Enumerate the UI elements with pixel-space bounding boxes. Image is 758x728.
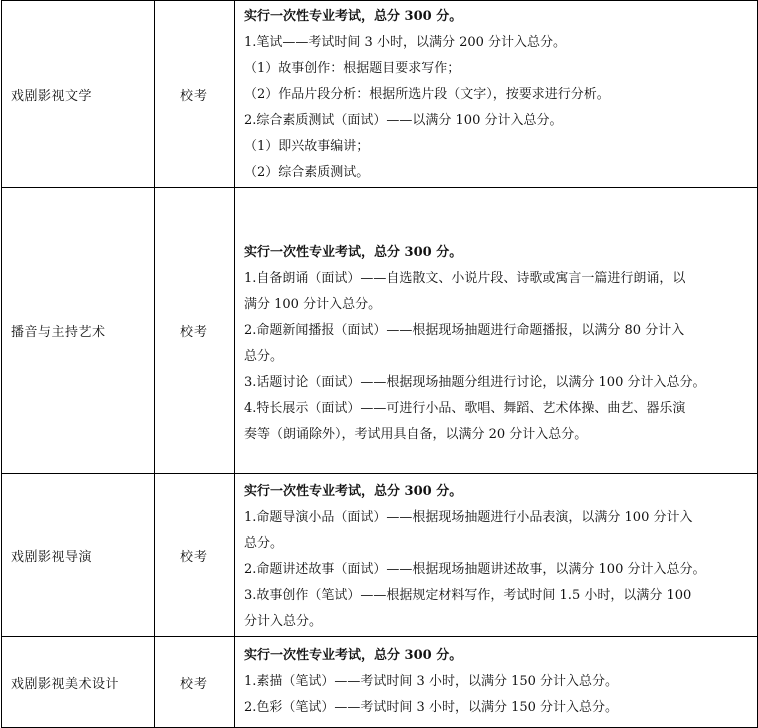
detail-line: （1）即兴故事编讲； (244, 139, 370, 154)
table-row (2, 637, 758, 728)
detail-line: 实行一次性专业考试，总分 300 分。 (244, 244, 463, 260)
detail-line: 总分。 (244, 348, 284, 364)
detail-line: 1.命题导演小品（面试）——根据现场抽题进行小品表演，以满分 100 分计入 (244, 510, 693, 525)
detail-line: 实行一次性专业考试，总分 300 分。 (244, 484, 463, 499)
exam-type: 校考 (155, 637, 235, 728)
exam-type: 校考 (155, 188, 235, 474)
detail-line: 2.命题新闻播报（面试）——根据现场抽题进行命题播报，以满分 80 分计入 (244, 322, 685, 338)
detail-line: 4.特长展示（面试）——可进行小品、歌唱、舞蹈、艺术体操、曲艺、器乐演 (244, 400, 686, 416)
table-row (2, 474, 758, 637)
table-row (2, 188, 758, 474)
detail-line: 1.自备朗诵（面试）——自选散文、小说片段、诗歌或寓言一篇进行朗诵，以 (244, 270, 686, 286)
detail-line: 3.故事创作（笔试）——根据规定材料写作，考试时间 1.5 小时，以满分 100 (244, 588, 692, 603)
exam-type: 校考 (155, 1, 235, 188)
major-name: 戏剧影视美术设计 (2, 637, 155, 728)
major-name: 戏剧影视文学 (2, 1, 155, 188)
detail-line: 3.话题讨论（面试）——根据现场抽题分组进行讨论，以满分 100 分计入总分。 (244, 374, 706, 390)
detail-line: （1）故事创作：根据题目要求写作； (244, 61, 461, 76)
detail-line: 2.综合素质测试（面试）——以满分 100 分计入总分。 (244, 113, 563, 128)
exam-requirements-table (1, 0, 758, 728)
exam-details (235, 474, 758, 637)
major-name: 戏剧影视导演 (2, 474, 155, 637)
detail-line: 1.笔试——考试时间 3 小时，以满分 200 分计入总分。 (244, 35, 567, 50)
detail-line: 分计入总分。 (244, 614, 323, 629)
detail-line: 2.色彩（笔试）——考试时间 3 小时，以满分 150 分计入总分。 (244, 700, 619, 715)
detail-line: 2.命题讲述故事（面试）——根据现场抽题讲述故事，以满分 100 分计入总分。 (244, 562, 706, 577)
detail-line: （2）作品片段分析：根据所选片段（文字），按要求进行分析。 (244, 87, 610, 102)
detail-line: 实行一次性专业考试，总分 300 分。 (244, 9, 463, 24)
detail-line: 实行一次性专业考试，总分 300 分。 (244, 648, 463, 663)
detail-line: （2）综合素质测试。 (244, 165, 370, 180)
detail-line: 满分 100 分计入总分。 (244, 296, 382, 312)
detail-line: 1.素描（笔试）——考试时间 3 小时，以满分 150 分计入总分。 (244, 674, 619, 689)
exam-details (235, 188, 758, 474)
exam-type: 校考 (155, 474, 235, 637)
exam-details (235, 1, 758, 188)
table-row (2, 1, 758, 188)
exam-details (235, 637, 758, 728)
major-name: 播音与主持艺术 (2, 188, 155, 474)
detail-line: 奏等（朗诵除外），考试用具自备，以满分 20 分计入总分。 (244, 426, 588, 442)
detail-line: 总分。 (244, 536, 284, 551)
